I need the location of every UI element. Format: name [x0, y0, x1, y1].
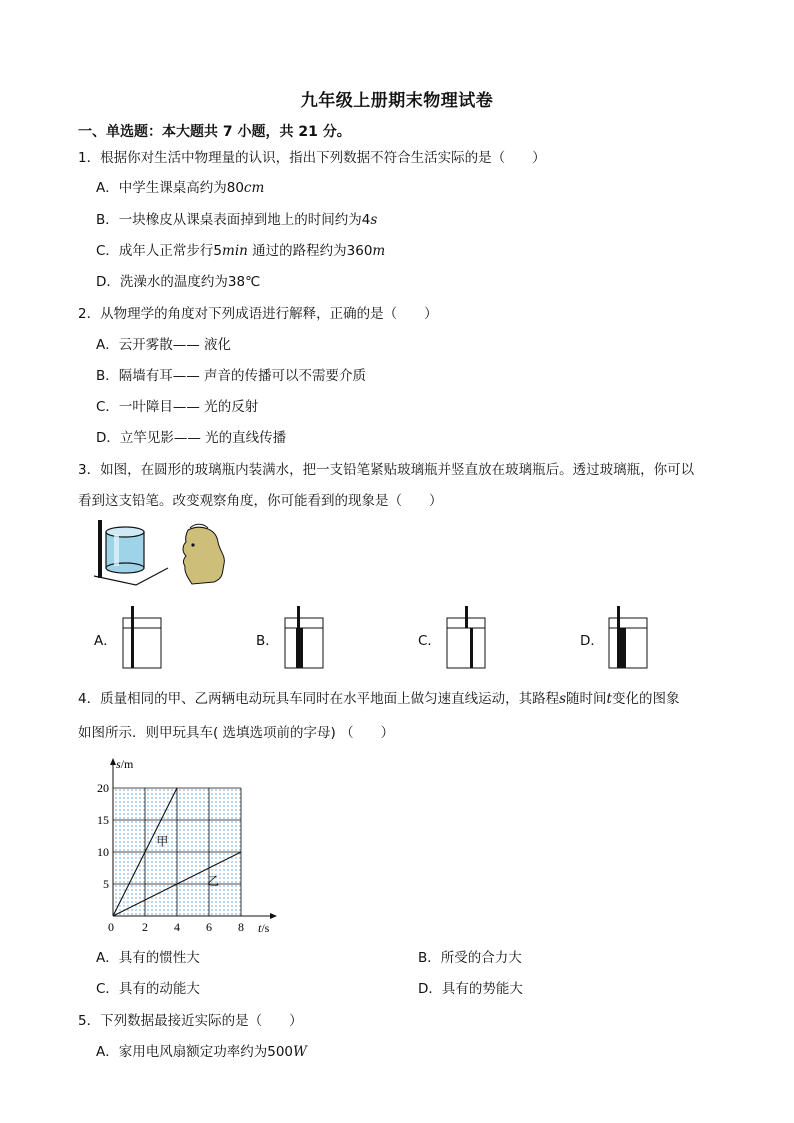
q1-option-d: D．洗澡水的温度约为38℃: [96, 274, 261, 290]
q1-option-c: [96, 239, 385, 259]
q1-c-text1: C．成年人正常步行5: [96, 243, 223, 259]
q2-option-c: C．一叶障目—— 光的反射: [96, 399, 259, 415]
q1-option-a: [96, 176, 264, 196]
x-axis-arrow: [270, 913, 277, 919]
q5-a-unit: W: [293, 1044, 307, 1060]
x-tick-label-8: 8: [238, 920, 244, 934]
q2-option-a: A．云开雾散—— 液化: [96, 337, 232, 353]
q3-option-b-label: B．: [256, 633, 279, 649]
q3-option-d-label: D．: [580, 633, 604, 649]
q2-stem: 2．从物理学的角度对下列成语进行解释，正确的是（ ）: [78, 306, 438, 322]
q3-stem-line1: 3．如图，在圆形的玻璃瓶内装满水，把一支铅笔紧贴玻璃瓶并竖直放在玻璃瓶后。透过玻璃瓶，你可以: [78, 462, 695, 478]
q1-option-b: [96, 208, 377, 228]
y-tick-label-5: 5: [103, 877, 109, 891]
q4-stem-part3: 变化的图象: [611, 691, 680, 707]
q4-option-b: B．所受的合力大: [418, 950, 522, 966]
q5-option-a: [96, 1040, 307, 1060]
q5-stem: 5．下列数据最接近实际的是（ ）: [78, 1013, 303, 1029]
y-tick-label-20: 20: [97, 781, 109, 795]
section-score: 21: [298, 124, 318, 140]
q1-a-text: A．中学生课桌高约为80: [96, 180, 244, 196]
q3-option-b-figure: [284, 604, 326, 670]
page-title: 九年级上册期末物理试卷: [300, 91, 494, 111]
q3-illustration: [92, 518, 232, 590]
x-axis-label: t/s: [258, 921, 270, 935]
series-label-jia: 甲: [156, 834, 169, 849]
st-graph: [86, 752, 286, 937]
q3-option-c-label: C．: [418, 633, 441, 649]
q2-option-d: D．立竿见影—— 光的直线传播: [96, 430, 287, 446]
q3-option-a-label: A．: [94, 633, 117, 649]
pencil-behind-glass: [98, 520, 102, 578]
series-label-yi: 乙: [207, 873, 220, 888]
y-axis-label: s/m: [116, 757, 134, 771]
x-tick-label-2: 2: [142, 920, 148, 934]
y-tick-label-10: 10: [97, 845, 109, 859]
q4-stem-part2: 随时间: [566, 691, 607, 707]
q4-option-c: C．具有的动能大: [96, 981, 200, 997]
q3-option-c-figure: [446, 604, 488, 670]
q1-stem: 1．根据你对生活中物理量的认识，指出下列数据不符合生活实际的是（ ）: [78, 150, 546, 166]
observer-face: [183, 524, 224, 584]
q1-c-unit2: m: [372, 243, 386, 259]
section-mid: 小题，共: [232, 124, 299, 140]
q3-option-a-figure: [122, 604, 164, 670]
q1-c-unit1: min: [222, 243, 248, 259]
q4-stem-line1: [78, 687, 679, 707]
q1-c-text2: 通过的路程约为360: [247, 243, 373, 259]
q3-stem-line2: 看到这支铅笔。改变观察角度，你可能看到的现象是（ ）: [78, 493, 443, 509]
q4-stem-s: s: [559, 691, 567, 707]
q2-option-b: B．隔墙有耳—— 声音的传播可以不需要介质: [96, 368, 367, 384]
section-prefix: 一、单选题：本大题共: [78, 124, 223, 140]
q1-b-unit: s: [370, 212, 378, 228]
q5-a-text: A．家用电风扇额定功率约为500: [96, 1044, 294, 1060]
q4-option-d: D．具有的势能大: [418, 981, 523, 997]
q4-option-a: A．具有的惯性大: [96, 950, 200, 966]
q4-stem-t: t: [606, 691, 612, 707]
q1-b-text: B．一块橡皮从课桌表面掉到地上的时间约为4: [96, 212, 371, 228]
q3-option-d-figure: [608, 604, 650, 670]
q1-a-unit: cm: [243, 180, 265, 196]
x-tick-label-6: 6: [206, 920, 212, 934]
x-tick-label-0: 0: [108, 920, 114, 934]
y-tick-label-15: 15: [97, 813, 109, 827]
water-glass: [106, 527, 144, 573]
section-header: [78, 121, 351, 141]
q4-stem-line2: 如图所示．则甲玩具车( 选填选项前的字母) （ ）: [78, 725, 395, 741]
x-tick-label-4: 4: [174, 920, 180, 934]
q4-stem-part1: 4．质量相同的甲、乙两辆电动玩具车同时在水平地面上做匀速直线运动，其路程: [78, 691, 560, 707]
section-count: 7: [222, 124, 233, 140]
section-suffix: 分。: [317, 124, 351, 140]
